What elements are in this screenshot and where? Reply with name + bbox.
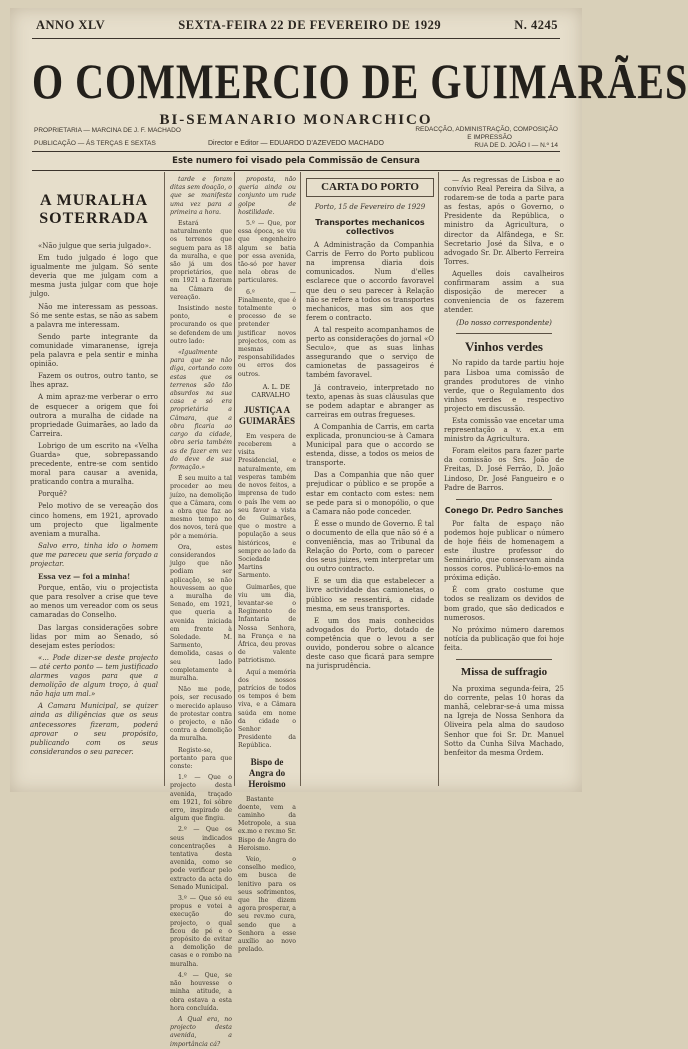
paragraph: Por falta de espaço não podemos hoje publicar o número de hoje fiéis de homenagem a este ilustre professor do Seminário, que conservam ainda nossos coros. Publicá-lo-emos na próxima edição. xyxy=(444,519,564,583)
paragraph: 5.º — Que, por essa época, se viu que engenheiro algum se batia por essa avenida, tão-só por haver nela obras de particulares. xyxy=(238,220,296,285)
censor-rule xyxy=(32,170,560,171)
paragraph: Já contraveio, interpretado no texto, apenas às suas cláusulas que se podem adaptar e abranger as carreiras em outras fregueses. xyxy=(306,383,434,419)
masthead-subtitle: BI-SEMANARIO MONARCHICO xyxy=(159,112,433,128)
paragraph: Em tudo julgado é logo que igualmente me julgam. Só sente deveria que me julgam com a mesma justa julgar com que hoje julgo. xyxy=(30,254,158,299)
paragraph: E um dos mais conhecidos advogados do Porto, dotado de competência que o levou a ser ouvido, ponderou sobre o alcance deste caso que ficará para sempre na jurisprudência. xyxy=(306,616,434,671)
paragraph: No próximo número daremos notícia da publicação que foi hoje feita. xyxy=(444,625,564,652)
paragraph: 3.º — Que só eu propus e votei a execução do projecto, o qual ficou de pé e o propósito de evitar a demolição de casas e o rombo na muralha. xyxy=(170,895,232,968)
paragraph: 4.º — Que, se não houvesse o minha atitude, a obra estava a esta hora concluída. xyxy=(170,971,232,1012)
paragraph: Foram eleitos para fazer parte da comissão os Srs. João de Freitas, D. José Ferrão, D. João Lindoso, Dr. José Fangueiro e o Padre de Barros. xyxy=(444,447,564,492)
paragraph: Na proxima segunda-feira, 25 do corrente, pelas 10 horas da manhã, celebrar-se-á uma missa na Igreja de Nossa Senhora da Oliveira pela alma do saudoso Senhor que foi Sr. Dr. Manuel Sotto da Cunha Silva Machado, benfeitor da mesma Ordem. xyxy=(444,685,564,757)
section-rule xyxy=(456,499,552,500)
headline-muralha: A MURALHA SOTERRADA xyxy=(39,192,149,227)
paragraph: 1.º — Que o projecto desta avenida, traçado em 1921, foi sôbre erro, inspirado de algum que fingiu. xyxy=(170,774,232,823)
paragraph: 6.º — Finalmente, que é totalmente o processo de se pretender justificar novos projectos, com as mesmas responsabilidades ou erros dos outros. xyxy=(238,288,296,378)
paragraph: Insistindo neste ponto, e procurando os que se defendem de um outro lado: xyxy=(170,305,232,345)
paragraph: A Companhia de Carris, em carta explicada, pronunciou-se à Camara Municipal para que o accordo se estenda, disse, a todos os meios de transporte. xyxy=(306,422,434,468)
paragraph: A Administração da Companhia Carris de Ferro do Porto publicou na imprensa diaria dois comunicados. Num d'elles esclarece que o accordo favoravel que deu o seu parecer à Relação não se refere a todos os transportes mechanicos, mas sim aos que ferem o contracto. xyxy=(306,241,435,322)
paragraph: proposta, não queria ainda ou conjunto um rude golpe de hostilidade. xyxy=(238,176,296,216)
header-rule xyxy=(32,151,560,152)
column-divider xyxy=(164,172,165,786)
column-divider xyxy=(234,172,235,786)
section-headline: JUSTIÇA A GUIMARÃES xyxy=(238,404,295,426)
paragraph: Porquê? xyxy=(38,490,67,499)
paragraph: E se um dia que estabelecer a livre actividade das camionetas, o público se ressentirá, a cidade mesma, em seus transportes. xyxy=(306,577,434,613)
paragraph: Não me interessam as pessoas. Só me sente estas, se não as sabem a palavra me interessam. xyxy=(30,302,158,329)
date-label: SEXTA-FEIRA 22 DE FEVEREIRO DE 1929 xyxy=(178,18,442,32)
paragraph: A Camara Municipal, se quizer ainda as diligências que os seus antecessores fizeram, poderá aprovar o seu propósito, publicando com os seus considerandos o seu parecer. xyxy=(30,702,158,756)
paragraph: — As regressas de Lisboa e ao convívio Real Pereira da Silva, a rodarem-se de toda a parte para as festas, após o Governo, o Presidente da República, o ministro da Agricultura, o director da Alfândega, e Sr. Secretario José da Silva, e o advogado Sr. Dr. Alberto Ferreira Torres. xyxy=(444,176,564,266)
censorship-notice: Este numero foi visado pela Commissão de Censura xyxy=(172,156,420,166)
paragraph: Bastante doente, vem a caminho da Metropole, a sua ex.mo e rev.mo Sr. Bispo de Angra do Heroismo. xyxy=(238,795,296,852)
paragraph: «Não julgue que seria julgado». xyxy=(38,242,152,250)
paragraph: A mim apraz-me verberar o erro de esquecer a origem que foi outrora a muralha de cidade na propriedade Guimarães, ao lado da Carreira. xyxy=(30,393,158,438)
dateline: Porto, 15 de Fevereiro de 1929 xyxy=(314,203,426,211)
paragraph: Das a Companhia que não quer prejudicar o público e se propõe a estar em contacto com estes: nem se pede para si o monopólio, o que a Camara não pode conceder. xyxy=(306,471,434,516)
office-line-3: RUA DE D. JOÃO I — N.º 14 xyxy=(474,142,558,149)
paragraph: Em vespera de receberem a visita Presidencial, e naturalmente, em vesperas também de novos feitos, a imprensa de tudo o país lhe vem ao seu favor a vista de Guimarães, que o mostre a população a seus históricos, e sempre ao lado da Sociedade Martins Sarmento. xyxy=(238,432,296,580)
headline-carta-do-porto: CARTA DO PORTO xyxy=(306,178,434,197)
issue-number: N. 4245 xyxy=(514,18,558,32)
year-label: ANNO XLV xyxy=(36,18,106,32)
paragraph: É esse o mundo de Governo. É tal o documento de ella que não só é a conveniência, mas ao Tribunal da Relação do Porto, com o parecer dos seus juizes, vem interpretar um ou outro contracto. xyxy=(306,519,434,574)
paragraph: Porque, então, viu o projectista que para resolver a crise que teve ao menos um vereador com os seus camaradas do Conselho. xyxy=(30,584,158,620)
headline-vinhos-verdes: Vinhos verdes xyxy=(465,339,543,355)
paragraph: A tal respeito acompanhamos de perto as considerações do jornal «O Seculo», que as suas linhas assegurando que o serviço de camionetas de passageiros é também favoravel. xyxy=(306,325,434,380)
paragraph: Guimarães, que viu um dia, levantar-se o Regimento de Infantaria de Nossa Senhora, na França e na África, deu provas de valente patriotismo. xyxy=(238,583,296,665)
subhead-transportes: Transportes mechanicos collectivos xyxy=(315,218,425,237)
paragraph: Essa vez — foi a minha! xyxy=(38,572,131,582)
paragraph: Sendo parte integrante da comunidade vimaranense, igreja pela palavra e pela sentir e minha opinião. xyxy=(30,332,158,369)
director-line: Director e Editor — EDUARDO D'AZEVEDO MACHADO xyxy=(208,140,384,147)
masthead-title: O COMMERCIO DE GUIMARÃES xyxy=(32,52,688,109)
correspondent-note: (Do nosso correspondente) xyxy=(456,319,552,328)
paragraph: «... Pode dizer-se deste projecto — até certo ponto — tem justificado alarmes vagos para que a demolição de algum troço, à qual não haja um mal.» xyxy=(30,653,158,699)
paragraph: Das largas considerações sobre lidas por mim ao Senado, só desejam estes períodos: xyxy=(30,623,158,650)
column-3 xyxy=(306,176,434,786)
paragraph: É seu muito a tal proceder ao meu juízo, na demolição que a Câmara, com a obra que faz ao mesmo tempo no dos novos, terá que pôr a memória. xyxy=(170,475,232,540)
newspaper-page xyxy=(10,8,688,1048)
paragraph: Veio, o conselho medico, em busca de lenitivo para os seus sofrimentos, que lhe dizem agora prosperar, a seu rev.mo cura, sendo que a Senhora a esse auxílio ao novo prelado. xyxy=(238,856,296,954)
section-headline: Bispo de Angra do Heroismo xyxy=(248,756,286,789)
column-divider xyxy=(300,172,301,786)
section-rule xyxy=(456,659,552,660)
office-line-2: E IMPRESSÃO xyxy=(467,134,512,141)
paragraph: É com grato costume que todos se realizam os devidos de bom grado, que são dedicados e numerosos. xyxy=(444,586,564,622)
column-1 xyxy=(30,176,158,786)
paragraph: Pelo motivo de se vereação dos cinco homens, em 1921, aprovado um projecto que ligalmente aveniam a muralha. xyxy=(30,502,158,538)
column-2b xyxy=(238,176,296,954)
paragraph: Aquí a memória dos nossos patrícios de todos os tempos é bem viva, e a Câmara saúda em nome da cidade o Senhor Presidente da República. xyxy=(238,668,296,750)
author-signature: A. L. DE CARVALHO xyxy=(251,382,290,399)
publication-line: PUBLICAÇÃO — ÁS TERÇAS E SEXTAS xyxy=(34,140,156,147)
column-4 xyxy=(444,176,564,786)
headline-missa: Missa de suffragio xyxy=(460,666,548,679)
section-rule xyxy=(456,333,552,334)
paragraph: Esta comissão vae encetar uma representação a v. ex.a em ministro da Agricultura. xyxy=(444,416,564,444)
owner-line: PROPRIETARIA — MARCINA DE J. F. MACHADO xyxy=(34,127,181,134)
paragraph: «Igualmente para que se não diga, cortando com estas que os terrenos são tão absurdos na sua casa e só era proprietária a Câmara, que a obra ficaria ao cargo da cidade, obra seria também as de fazer em vez do deve de sua formação.» xyxy=(170,349,232,471)
paragraph: Não me pode, pois, ser recusado o merecido aplauso de protestar contra o projecto, e não contra a demolição da muralha. xyxy=(170,686,232,743)
paragraph: tarde e foram ditas sem doação, o que se manifesta uma vez para a primeira a hora. xyxy=(170,176,232,216)
paragraph: Estará naturalmente que os terrenos que seguem para as 18 da muralha, e que são já um dos proprietários, que em 1921 a fizeram na Câmara de vereação. xyxy=(170,220,232,301)
office-line-1: REDACÇÃO, ADMINISTRAÇÃO, COMPOSIÇÃO xyxy=(415,126,558,133)
paragraph: Registe-se, portanto para que conste: xyxy=(170,746,232,771)
column-2 xyxy=(170,176,232,1048)
headline-conego: Conego Dr. Pedro Sanches xyxy=(444,505,564,515)
paragraph: Ora, estes considerandos julgo que não podiam ser aplicação, se não houvessem ao que a muralha de Senado, em 1921, que queria a avenida iniciada em frente à Soledade. M. Sarmento, demolida, casas o seu lado completamente a muralha. xyxy=(170,543,232,682)
paragraph: 2.º — Que os seus indicados concentrações a tentativa desta avenida, como se pode verificar pelo extracto da acta do Senado Municipal. xyxy=(170,826,232,891)
paragraph: Lobrigo de um escrito na «Velha Guarda» que, sobrepassando precedente, entre-se com sentido moral para causar a avenida, praticando contra a muralha. xyxy=(30,441,158,487)
paragraph: No rapido da tarde partiu hoje para Lisboa uma comissão de grandes produtores de vinho verde, que o Regulamento dos vinhos verdes e respectivo projecto em discussão. xyxy=(444,359,564,413)
paragraph: A Qual era, no projecto desta avenida, a importância cá? xyxy=(170,1015,232,1048)
column-divider xyxy=(438,172,439,786)
paragraph: Salvo erro, tinha ido o homem que me pareceu que seria forçado a projectar. xyxy=(30,541,158,568)
paragraph: Fazem os outros, outro tanto, se lhes apraz. xyxy=(30,372,158,390)
paragraph: Aquelles dois cavalheiros confirmaram assim a sua disposição de merecer a conveniencia de os fazerem atender. xyxy=(444,269,564,315)
top-rule xyxy=(32,38,560,39)
dateline-bar xyxy=(36,18,558,33)
